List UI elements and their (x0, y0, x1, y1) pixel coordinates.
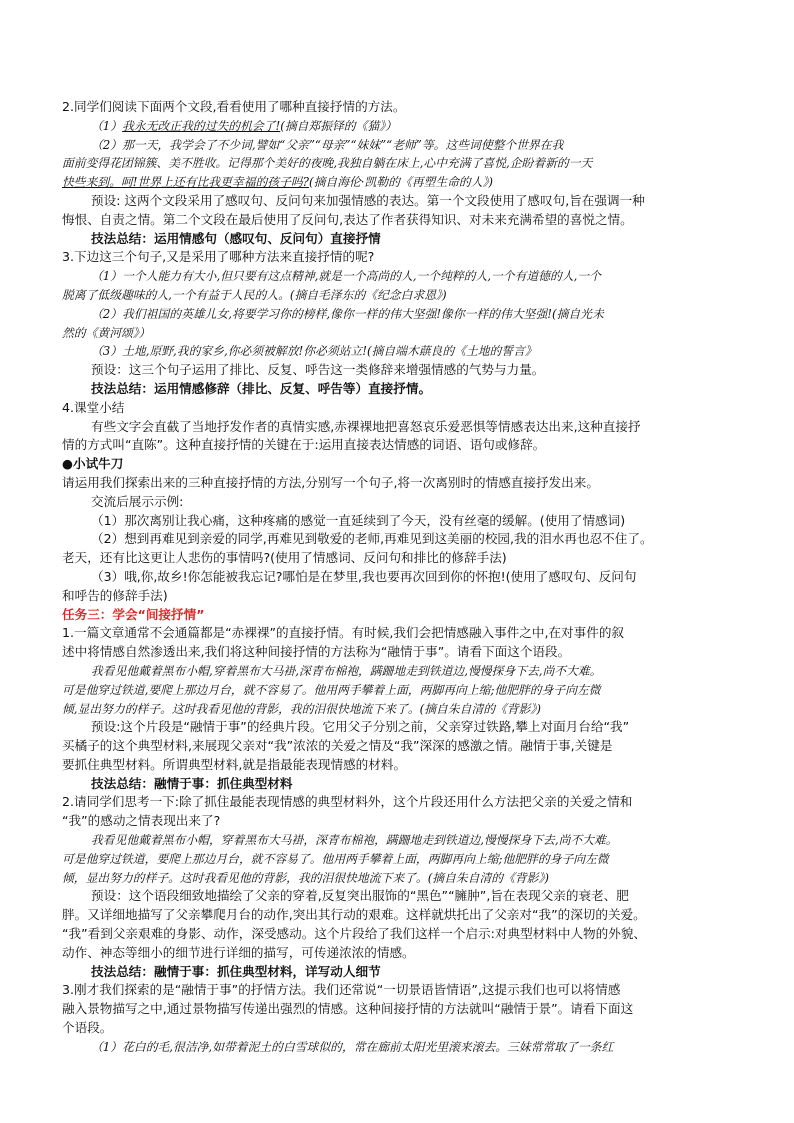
text-line: 融入景物描写之中,通过景物描写传递出强烈的情感。这种间接抒情的方法就叫“融情于景”。请看下面这 (62, 1001, 634, 1017)
text-line: 预设: 这两个文段采用了感叹句、反问句来加强情感的表达。第一个文段使用了感叹句,旨在强调一种 (91, 192, 645, 208)
text-line: 2.同学们阅读下面两个文段,看看使用了哪种直接抒情的方法。 (62, 99, 406, 114)
text-line: 个语段。 (62, 1020, 113, 1036)
text-line: （3）土地,原野,我的家乡,你必须被解放!你必须站立!(摘自端木蕻良的《土地的誓言》 (91, 344, 537, 359)
text-line: 技法总结：融情于事：抓住典型材料，详写动人细节 (91, 963, 381, 979)
text-line: （1）那次离别让我心痛，这种疼痛的感觉一直延续到了今天，没有丝毫的缓解。(使用了情感词) (91, 512, 626, 528)
text-line: 倾，显出努力的样子。这时我看见他的背影，我的泪很快地流下来了。(摘自朱自清的《背影》) (62, 870, 549, 885)
text-line: 我看见他戴着黑布小帽,穿着黑布大马褂,深青布棉袍，蹒跚地走到铁道边,慢慢探身下去,尚不大难。 (91, 663, 602, 678)
text-line: 然的《黄河颂》） (62, 325, 151, 340)
text-line (62, 117, 726, 136)
text-line: “我”看到父亲艰难的身影、动作，深受感动。这个片段给了我们这样一个启示:对典型材料中人物的外貌、 (62, 926, 647, 942)
text-line: 老天，还有比这更让人悲伤的事情吗?(使用了情感词、反问句和排比的修辞手法) (62, 550, 507, 566)
text-line: 脱离了低级趣味的人,一个有益于人民的人。(摘自毛泽东的《纪念白求恩》) (62, 287, 447, 302)
text-line: 交流后展示示例: (91, 493, 184, 509)
text-line: 胖。又详细地描写了父亲攀爬月台的动作,突出其行动的艰难。这样就烘托出了父亲对“我”的深切的关爱。 (62, 907, 646, 923)
text-line: “我”的感动之情表现出来了? (62, 813, 221, 829)
text-line: 和呼告的修辞手法) (62, 587, 168, 603)
text-line: 情的方式叫“直陈”。这种直接抒情的关键在于:运用直接表达情感的词语、语句或修辞。 (62, 437, 546, 453)
text-line: 技法总结：运用情感句（感叹句、反问句）直接抒情 (91, 230, 381, 246)
text-line: 预设：这个语段细致地描绘了父亲的穿着,反复突出服饰的“黑色”“臃肿”,旨在表现父亲的衰老、肥 (91, 888, 629, 904)
text-line: （2）那一天，我学会了不少词,譬如“父亲”“母亲”“妹妹”“老师”等。这些词使整个世界在我 (91, 137, 564, 152)
text-line: 悔恨、自责之情。第二个文段在最后使用了反问句,表达了作者获得知识、对未来充满希望的喜悦之情。 (62, 211, 633, 227)
text-line: 可是他穿过铁道，要爬上那边月台，就不容易了。他用两手攀着上面，两脚再向上缩;他肥胖的身子向左微 (62, 851, 609, 866)
text-line: （1）一个人能力有大小,但只要有这点精神,就是一个高尚的人,一个纯粹的人,一个有道德的人,一个 (91, 269, 601, 284)
text-line: 有些文字会直截了当地抒发作者的真情实感,赤裸裸地把喜怒哀乐爱恶惧等情感表达出来,这种直接抒 (91, 418, 641, 434)
text-line: 技法总结：融情于事：抓住典型材料 (91, 775, 293, 791)
underlined-text: 我永无改正我的过失的机会了! (122, 118, 281, 133)
text-line: 技法总结：运用情感修辞（排比、反复、呼告等）直接抒情。 (91, 380, 432, 396)
document-page (62, 98, 726, 1057)
source-citation: (摘自海伦·凯勒的《再塑生命的人》) (309, 175, 494, 190)
text-line: 可是他穿过铁道,要爬上那边月台，就不容易了。他用两手攀着上面，两脚再向上缩;他肥胖的身子向左微 (62, 682, 601, 697)
underlined-text: 快些来到。呵!世界上还有比我更幸福的孩子吗? (62, 175, 310, 190)
text-line: 我看见他戴着黑布小帽，穿着黑布大马褂，深青布棉袍，蹒跚地走到铁道边,慢慢探身下去,尚不大难。 (91, 833, 618, 848)
text-line: （2）想到再难见到亲爱的同学,再难见到敬爱的老师,再难见到这美丽的校园,我的泪水再也忍不住了。 (91, 531, 653, 547)
text-line (62, 173, 726, 192)
text-line: （3）哦,你,故乡!你怎能被我忘记?哪怕是在梦里,我也要再次回到你的怀抱!(使用了感叹句、反问句 (91, 568, 637, 584)
text-line: 4.课堂小结 (62, 399, 125, 415)
text-line: 预设：这三个句子运用了排比、反复、呼告这一类修辞来增强情感的气势与力量。 (91, 362, 545, 378)
text-line: 买橘子的这个典型材料,来展现父亲对“我”浓浓的关爱之情及“我”深深的感激之情。融情于事,关键是 (62, 738, 613, 754)
text-line: 动作、神态等细小的细节进行详细的描写，可传递浓浓的情感。 (62, 944, 415, 960)
text-line: ●小试牛刀 (62, 456, 124, 472)
text-line: 述中将情感自然渗透出来,我们将这种间接抒情的方法称为“融情于事”。请看下面这个语段。 (62, 644, 571, 660)
text-line: 预设:这个片段是“融情于事”的经典片段。它用父子分别之前，父亲穿过铁路,攀上对面月台给“我” (91, 719, 630, 735)
text-line: 要抓住典型材料。所谓典型材料,就是指最能表现情感的材料。 (62, 756, 407, 772)
text-line: 3.下边这三个句子,又是采用了哪种方法来直接抒情的呢? (62, 249, 375, 265)
text-line: 面前变得花团锦簇、美不胜收。记得那个美好的夜晚,我独自躺在床上,心中充满了喜悦,企盼着新的一天 (62, 156, 593, 171)
text-line: 1.一篇文章通常不会通篇都是“赤裸裸”的直接抒情。有时候,我们会把情感融入事件之中,在对事件的叙 (62, 625, 625, 641)
text-line: 倾,显出努力的样子。这时我看见他的背影，我的泪很快地流下来了。(摘自朱自清的《背影》) (62, 701, 541, 716)
source-citation: (摘自郑振铎的《猫》） (280, 118, 397, 133)
text-line: （1）花白的毛,很洁净,如带着泥土的白雪球似的，常在廊前太阳光里滚来滚去。三妹常常取了一条红 (91, 1039, 614, 1054)
text-line: （2）我们祖国的英雄儿女,将要学习你的榜样,像你一样的伟大坚强!像你一样的伟大坚强!(摘自光未 (91, 306, 604, 321)
text-line: 2.请同学们思考一下:除了抓住最能表现情感的典型材料外，这个片段还用什么方法把父亲的关爱之情和 (62, 794, 633, 810)
line-text: （1） (91, 118, 123, 133)
text-line: 请运用我们探索出来的三种直接抒情的方法,分别写一个句子,将一次离别时的情感直接抒发出来。 (62, 474, 599, 490)
text-line: 3.刚才我们探索的是“融情于事”的抒情方法。我们还常说“一切景语皆情语”,这提示我们也可以将情感 (62, 982, 621, 998)
text-line: 任务三：学会“间接抒情” (62, 606, 205, 622)
